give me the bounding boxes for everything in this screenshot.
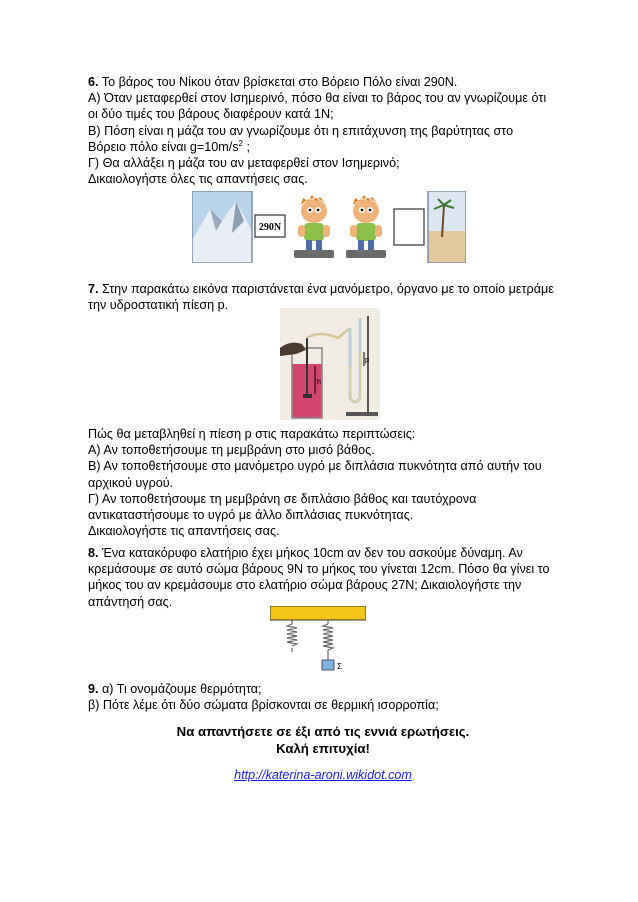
- good-luck-text: Καλή επιτυχία!: [276, 741, 370, 756]
- q6-line-5: Γ) Θα αλλάξει η μάζα του αν μεταφερθεί στον Ισημερινό;: [88, 156, 400, 171]
- footer-link-wrap: [88, 767, 558, 784]
- q8-line-0: 8. Ένα κατακόρυφο ελατήριο έχει μήκος 10cm αν δεν του ασκούμε δύναμη. Αν: [88, 546, 523, 560]
- q9-line-0: 9. α) Τι ονομάζουμε θερμότητα;: [88, 682, 262, 696]
- q7-body-5: αντικαταστήσουμε το υγρό με άλλο διπλάσιας πυκνότητας.: [88, 508, 414, 523]
- website-link[interactable]: http://katerina-aroni.wikidot.com: [234, 768, 412, 782]
- mass-label: Σ: [337, 662, 342, 671]
- q9-line-1: β) Πότε λέμε ότι δύο σώματα βρίσκονται σε θερμική ισορροπία;: [88, 698, 439, 713]
- question-8: [88, 545, 558, 610]
- weight-comparison-figure: [192, 191, 466, 263]
- pressure-label: p: [365, 357, 369, 364]
- question-6: [88, 74, 558, 187]
- instruction-text: Να απαντήσετε σε έξι από τις εννιά ερωτήσεις.: [176, 724, 470, 739]
- q6-line-4: Βόρειο πόλο είναι $g=10m/s^2$ ;: [88, 138, 250, 154]
- q7-intro-1: την υδροστατική πίεση p.: [88, 298, 229, 313]
- q7-body-4: Γ) Αν τοποθετήσουμε τη μεμβράνη σε διπλάσιο βάθος και ταυτόχρονα: [88, 491, 477, 506]
- question-7-body: [88, 426, 558, 539]
- q7-intro-0: 7. Στην παρακάτω εικόνα παριστάνεται ένα μανόμετρο, όργανο με το οποίο μετράμε: [88, 282, 554, 296]
- q6-line-6: Δικαιολογήστε όλες τις απαντήσεις σας.: [88, 172, 308, 187]
- q6-line-2: οι δύο τιμές του βάρους διαφέρουν κατά 1Ν;: [88, 107, 334, 122]
- spring-figure: [270, 606, 366, 674]
- question-9: [88, 681, 558, 713]
- q7-body-3: αρχικού υγρού.: [88, 475, 174, 490]
- q8-line-3: απάντησή σας.: [88, 594, 173, 609]
- q6-line-0: 6. Το βάρος του Νίκου όταν βρίσκεται στο Βόρειο Πόλο είναι 290Ν.: [88, 75, 458, 89]
- q7-body-6: Δικαιολογήστε τις απαντήσεις σας.: [88, 524, 280, 539]
- q8-line-1: κρεμάσουμε σε αυτό σώμα βάρους 9Ν το μήκος του γίνεται 12cm. Πόσο θα γίνει το: [88, 562, 550, 577]
- weight-label: 290N: [258, 222, 282, 233]
- q7-body-0: Πώς θα μεταβληθεί η πίεση p στις παρακάτω περιπτώσεις:: [88, 427, 416, 441]
- depth-label: h: [317, 379, 321, 386]
- q6-line-3: Β) Πόση είναι η μάζα του αν γνωρίζουμε ότι η επιτάχυνση της βαρύτητας στο: [88, 123, 514, 138]
- manometer-figure: [280, 308, 380, 420]
- q7-body-1: Α) Αν τοποθετήσουμε τη μεμβράνη στο μισό βάθος.: [88, 443, 375, 458]
- q7-body-2: Β) Αν τοποθετήσουμε στο μανόμετρο υγρό με διπλάσια πυκνότητα από αυτήν του: [88, 459, 542, 474]
- q8-line-2: μήκος του αν κρεμάσουμε στο ελατήριο σώμα βάρους 27Ν; Δικαιολογήστε την: [88, 578, 522, 593]
- q6-line-1: Α) Όταν μεταφερθεί στον Ισημερινό, πόσο θα είναι το βάρος του αν γνωρίζουμε ότι: [88, 91, 547, 106]
